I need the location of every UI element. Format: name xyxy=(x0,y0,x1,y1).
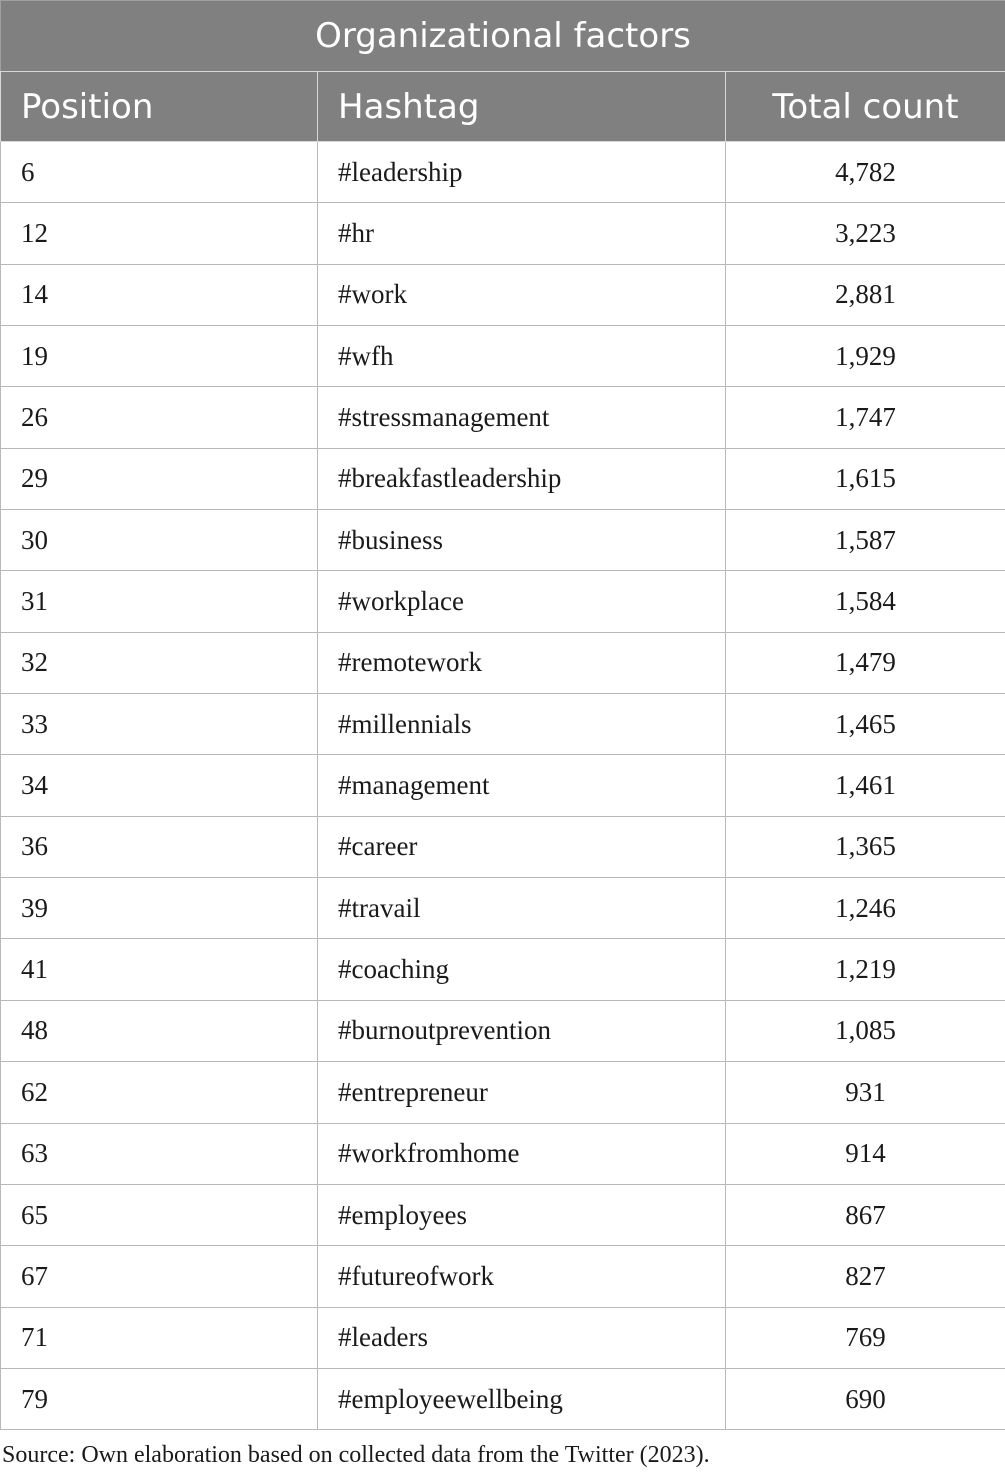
column-header-row xyxy=(1,72,1005,142)
cell-total-count: 867 xyxy=(726,1184,1005,1245)
table-row xyxy=(1,939,1005,1000)
table-row xyxy=(1,142,1005,203)
table-row xyxy=(1,1184,1005,1245)
table-row xyxy=(1,632,1005,693)
table-row xyxy=(1,1368,1005,1429)
cell-hashtag: #remotework xyxy=(318,632,726,693)
cell-hashtag: #breakfastleadership xyxy=(318,448,726,509)
cell-hashtag: #millennials xyxy=(318,694,726,755)
cell-total-count: 769 xyxy=(726,1307,1005,1368)
cell-hashtag: #hr xyxy=(318,203,726,264)
cell-total-count: 1,479 xyxy=(726,632,1005,693)
cell-hashtag: #career xyxy=(318,816,726,877)
cell-hashtag: #business xyxy=(318,510,726,571)
cell-total-count: 1,461 xyxy=(726,755,1005,816)
cell-position: 14 xyxy=(1,264,318,325)
table-title-row xyxy=(1,1,1005,72)
cell-total-count: 1,615 xyxy=(726,448,1005,509)
cell-position: 41 xyxy=(1,939,318,1000)
cell-position: 31 xyxy=(1,571,318,632)
source-note: Source: Own elaboration based on collected data from the Twitter (2023). xyxy=(2,1442,710,1469)
cell-position: 34 xyxy=(1,755,318,816)
table-row xyxy=(1,1307,1005,1368)
cell-hashtag: #coaching xyxy=(318,939,726,1000)
cell-hashtag: #leaders xyxy=(318,1307,726,1368)
cell-position: 39 xyxy=(1,878,318,939)
cell-position: 71 xyxy=(1,1307,318,1368)
cell-position: 12 xyxy=(1,203,318,264)
cell-total-count: 690 xyxy=(726,1368,1005,1429)
cell-total-count: 2,881 xyxy=(726,264,1005,325)
column-header-total-count: Total count xyxy=(726,72,1005,142)
table-row xyxy=(1,1062,1005,1123)
table-row xyxy=(1,878,1005,939)
cell-hashtag: #travail xyxy=(318,878,726,939)
table-body xyxy=(1,142,1005,1430)
cell-hashtag: #futureofwork xyxy=(318,1246,726,1307)
table-row xyxy=(1,387,1005,448)
cell-total-count: 1,365 xyxy=(726,816,1005,877)
cell-total-count: 827 xyxy=(726,1246,1005,1307)
table-row xyxy=(1,755,1005,816)
cell-total-count: 1,085 xyxy=(726,1000,1005,1061)
column-header-hashtag: Hashtag xyxy=(318,72,726,142)
cell-total-count: 4,782 xyxy=(726,142,1005,203)
table-row xyxy=(1,816,1005,877)
table-row xyxy=(1,448,1005,509)
cell-total-count: 931 xyxy=(726,1062,1005,1123)
table-row xyxy=(1,694,1005,755)
table-row xyxy=(1,203,1005,264)
cell-total-count: 1,219 xyxy=(726,939,1005,1000)
cell-hashtag: #entrepreneur xyxy=(318,1062,726,1123)
cell-total-count: 1,246 xyxy=(726,878,1005,939)
table-row xyxy=(1,510,1005,571)
cell-hashtag: #leadership xyxy=(318,142,726,203)
cell-position: 62 xyxy=(1,1062,318,1123)
cell-position: 63 xyxy=(1,1123,318,1184)
table-row xyxy=(1,1000,1005,1061)
cell-hashtag: #workfromhome xyxy=(318,1123,726,1184)
cell-position: 29 xyxy=(1,448,318,509)
cell-position: 65 xyxy=(1,1184,318,1245)
table-row xyxy=(1,571,1005,632)
cell-total-count: 1,747 xyxy=(726,387,1005,448)
cell-position: 32 xyxy=(1,632,318,693)
cell-position: 36 xyxy=(1,816,318,877)
table-row xyxy=(1,326,1005,387)
cell-hashtag: #workplace xyxy=(318,571,726,632)
table-title: Organizational factors xyxy=(1,1,1005,72)
cell-position: 26 xyxy=(1,387,318,448)
column-header-position: Position xyxy=(1,72,318,142)
cell-position: 6 xyxy=(1,142,318,203)
table-row xyxy=(1,264,1005,325)
cell-total-count: 1,929 xyxy=(726,326,1005,387)
table-row xyxy=(1,1246,1005,1307)
cell-position: 33 xyxy=(1,694,318,755)
cell-hashtag: #management xyxy=(318,755,726,816)
cell-total-count: 1,465 xyxy=(726,694,1005,755)
cell-hashtag: #stressmanagement xyxy=(318,387,726,448)
cell-hashtag: #work xyxy=(318,264,726,325)
cell-position: 79 xyxy=(1,1368,318,1429)
table-row xyxy=(1,1123,1005,1184)
cell-total-count: 1,584 xyxy=(726,571,1005,632)
cell-total-count: 914 xyxy=(726,1123,1005,1184)
cell-total-count: 1,587 xyxy=(726,510,1005,571)
cell-hashtag: #employeewellbeing xyxy=(318,1368,726,1429)
cell-position: 67 xyxy=(1,1246,318,1307)
cell-hashtag: #burnoutprevention xyxy=(318,1000,726,1061)
cell-hashtag: #employees xyxy=(318,1184,726,1245)
cell-total-count: 3,223 xyxy=(726,203,1005,264)
cell-hashtag: #wfh xyxy=(318,326,726,387)
cell-position: 48 xyxy=(1,1000,318,1061)
cell-position: 30 xyxy=(1,510,318,571)
cell-position: 19 xyxy=(1,326,318,387)
